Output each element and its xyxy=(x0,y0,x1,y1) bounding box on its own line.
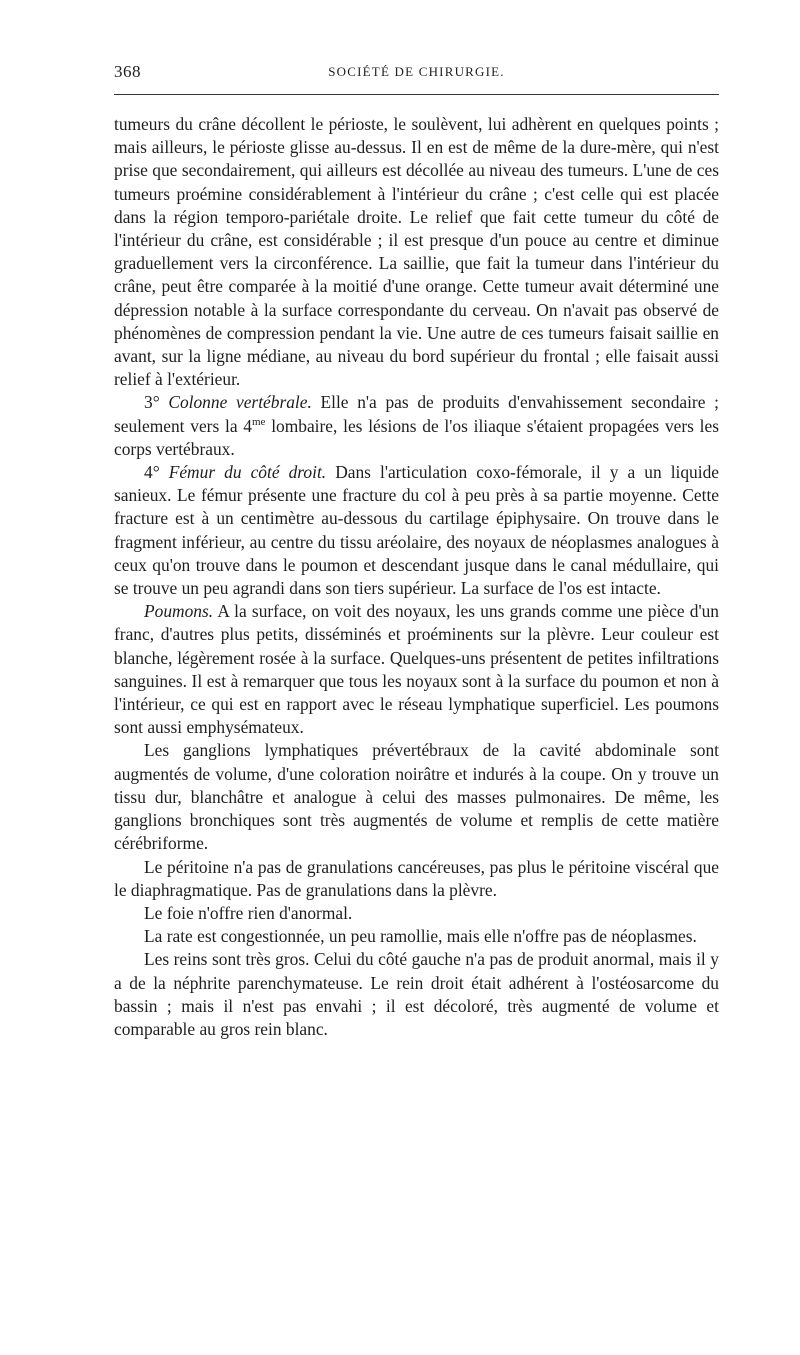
body-text xyxy=(114,113,719,1041)
paragraph-skull-tumors: tumeurs du crâne décollent le périoste, le soulèvent, lui adhèrent en quelques points ; mais ailleurs, le périoste glisse au-dessus. Il en est de même de la dure-mère, qui n'est prise que secondairement, qui ailleurs est décollée au niveau des tumeurs. L'une de ces tumeurs proémine considérablement à l'intérieur du crâne ; c'est celle qui est placée dans la région temporo-pariétale droite. Le relief que fait cette tumeur du côté de l'intérieur du crâne, est considérable ; il est presque d'un pouce au centre et diminue graduellement vers la circonférence. La saillie, que fait la tumeur dans l'intérieur du crâne, peut être comparée à la moitié d'une orange. Cette tumeur avait déterminé une dépression notable à la surface correspondante du cerveau. On n'avait pas observé de phénomènes de compression pendant la vie. Une autre de ces tumeurs faisait saillie en avant, sur la ligne médiane, au niveau du bord supérieur du frontal ; elle faisait aussi relief à l'extérieur. xyxy=(114,114,719,390)
paragraph-peritoneum: Le péritoine n'a pas de granulations cancéreuses, pas plus le péritoine viscéral que le diaphragmatique. Pas de granulations dans la plèvre. xyxy=(114,856,719,900)
paragraph-spine xyxy=(114,391,719,461)
paragraph-text: Dans l'articulation coxo-fémorale, il y a un liquide sanieux. Le fémur présente une fracture du col à peu près à sa partie moyenne. Cette fracture est à un centimètre au-dessous du cartilage épiphysaire. On trouve dans le fragment inférieur, au centre du tissu aréolaire, des noyaux de néoplasmes analogues à ceux qu'on trouve dans le poumon et descendant jusque dans le canal médullaire, qui se trouve un peu agrandi dans son tiers supérieur. La surface de l'os est intacte. xyxy=(114,462,719,599)
paragraph-femur xyxy=(114,461,719,600)
paragraph-text: lombaire, les lésions de l'os iliaque s'étaient propagées vers les corps vertébraux. xyxy=(114,415,719,459)
page-number: 368 xyxy=(114,62,141,81)
paragraph-spleen: La rate est congestionnée, un peu ramollie, mais elle n'offre pas de néoplasmes. xyxy=(144,926,697,947)
paragraph-liver: Le foie n'offre rien d'anormal. xyxy=(144,902,353,923)
paragraph-lymph-nodes: Les ganglions lymphatiques prévertébraux de la cavité abdominale sont augmentés de volume, d'une coloration noirâtre et indurés à la coupe. On y trouve un tissu dur, blanchâtre et analogue à celui des masses pulmonaires. De même, les ganglions bronchiques sont très augmentés de volume et remplis de cette matière cérébriforme. xyxy=(114,740,719,854)
paragraph-text: A la surface, on voit des noyaux, les uns grands comme une pièce d'un franc, d'autres plus petits, disséminés et proéminents sur la plèvre. Leur couleur est blanche, légèrement rosée à la surface. Quelques-uns présentent de petites infiltrations sanguines. Il est à remarquer que tous les noyaux sont à la surface du poumon et non à l'intérieur, ce qui est en rapport avec le réseau lymphatique superficiel. Les poumons sont aussi emphysémateux. xyxy=(114,601,720,738)
paragraph-lungs xyxy=(114,600,719,739)
section-number: 4° xyxy=(144,462,160,483)
paragraph-text: Elle n'a pas de produits d'envahissement secondaire ; seulement vers la 4 xyxy=(114,392,719,436)
header-rule xyxy=(114,94,719,95)
section-number: 3° xyxy=(144,392,160,413)
superscript: me xyxy=(252,415,266,428)
section-heading-lungs: Poumons. xyxy=(144,601,214,622)
page-header xyxy=(114,62,719,86)
paragraph-kidneys: Les reins sont très gros. Celui du côté gauche n'a pas de produit anormal, mais il y a de la néphrite parenchymateuse. Le rein droit était adhérent à l'ostéosarcome du bassin ; mais il n'est pas envahi ; il est décoloré, très augmenté de volume et comparable au gros rein blanc. xyxy=(114,949,719,1039)
section-heading-spine: Colonne vertébrale. xyxy=(168,392,312,413)
running-head: SOCIÉTÉ DE CHIRURGIE. xyxy=(328,64,505,79)
section-heading-femur: Fémur du côté droit. xyxy=(168,462,327,483)
